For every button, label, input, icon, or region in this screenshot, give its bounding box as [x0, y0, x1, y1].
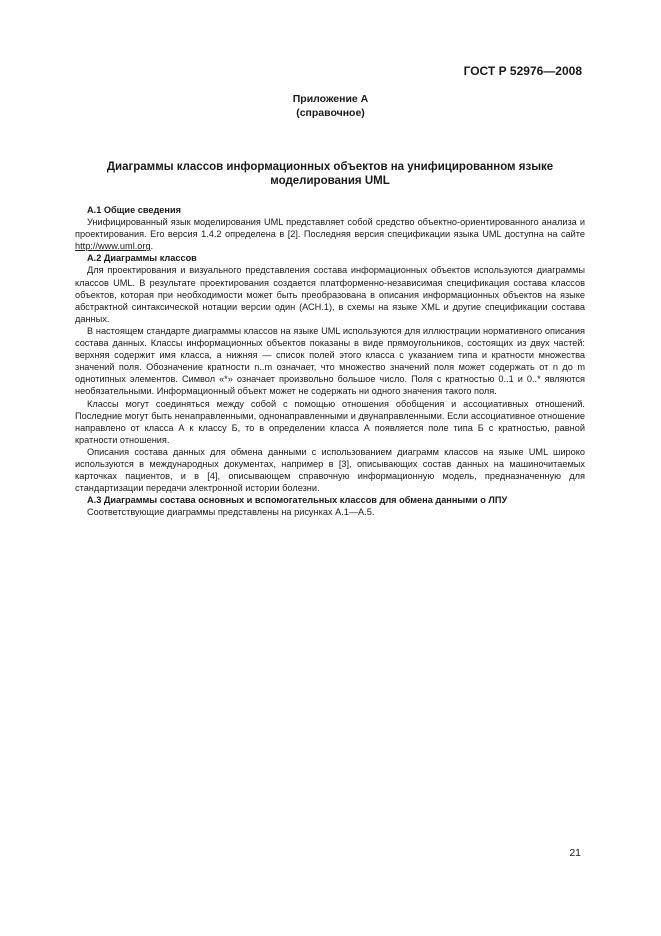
annex-heading — [0, 92, 661, 120]
section-a3-paragraph: Соответствующие диаграммы представлены на рисунках А.1—А.5. — [87, 507, 375, 518]
document-title: Диаграммы классов информационных объектов на унифицированном языке моделирования UML — [106, 161, 554, 187]
section-a1-paragraph — [75, 216, 585, 252]
section-a2-heading: А.2 Диаграммы классов — [87, 253, 197, 264]
annex-title: Приложение А — [292, 93, 369, 105]
section-a1-end: . — [150, 241, 154, 252]
section-a2-paragraph-2: В настоящем стандарте диаграммы классов на языке UML используются для иллюстрации нормативного описания состава данных. Классы информационных объектов показаны в виде прямоугольников, состоящих из двух частей: верхняя содержит имя класса, а нижняя — список полей этого класса с указанием типа и кратности множества значений поля. Обозначение кратности n..m означает, что множество значений поля может содержать от n до m однотипных элементов. Символ «*» означает произвольно большое число. Поля с кратностью 0..1 и 0..* являются необязательными. Информационный объект может не содержать ни одного значения такого поля. — [75, 325, 585, 397]
section-a2-paragraph-4: Описания состава данных для обмена данными с использованием диаграмм классов на языке UML широко используются в международных документах, например в [3], описывающих состав данных на машиночитаемых карточках пациентов, и в [4], описывающем справочную информационную модель, предназначенную для стандартизации передачи электронной истории болезни. — [75, 446, 585, 494]
section-a1-text: Унифицированный язык моделирования UML представляет собой средство объектно-ориентированного анализа и проектирования. Его версия 1.4.2 определена в [2]. Последняя версия спецификации языка UML доступна на сайте — [75, 217, 585, 240]
section-a1-heading: А.1 Общие сведения — [87, 205, 181, 215]
section-a3-heading: А.3 Диаграммы состава основных и вспомогательных классов для обмена данными о ЛПУ — [87, 495, 508, 506]
standard-header: ГОСТ Р 52976—2008 — [463, 64, 582, 78]
uml-website-link[interactable]: http://www.uml.org — [75, 241, 151, 252]
annex-type: (справочное) — [296, 107, 365, 119]
section-a2-paragraph-1: Для проектирования и визуального представления состава информационных объектов используются диаграммы классов UML. В результате проектирования создается платформенно-независимая спецификация состава классов объектов, которая при необходимости может быть преобразована в описания информационных объектов на языке абстрактной синтаксической нотации версии один (АСН.1), в схемы на языке XML и другие спецификации состава данных. — [75, 265, 585, 324]
page-number: 21 — [569, 847, 581, 859]
section-a2-paragraph-3: Классы могут соединяться между собой с помощью отношения обобщения и ассоциативных отношений. Последние могут быть ненаправленными, однонаправленными и двунаправленными. Если ассоциативное отношение направлено от класса А к классу Б, то в определении класса А появляется поле типа Б с кратностью, равной кратности отношения. — [75, 398, 585, 445]
document-body — [75, 204, 585, 518]
